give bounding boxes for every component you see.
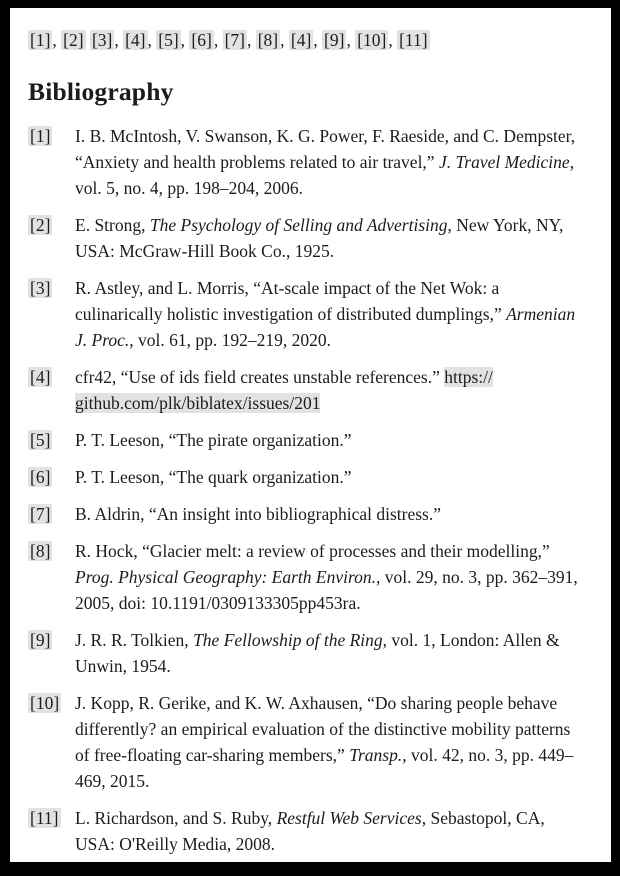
- reference-label: [28, 501, 75, 527]
- reference-label: [28, 212, 75, 264]
- reference-item: [28, 627, 581, 679]
- reference-segment: , Sebastopol, CA, USA: O'Reilly Media, 2008.: [75, 808, 545, 854]
- citation-separator: ,: [280, 30, 289, 50]
- reference-segment: , vol. 29, no. 3, pp. 362–391, 2005, doi: 10.1191/0309133305pp453ra.: [75, 567, 578, 613]
- citation-link[interactable]: [11]: [399, 30, 428, 50]
- reference-label-link[interactable]: [6]: [30, 467, 51, 487]
- reference-label: [28, 464, 75, 490]
- citation-line: [28, 27, 581, 53]
- citation-link[interactable]: [4]: [125, 30, 146, 50]
- citation-link[interactable]: [2]: [63, 30, 84, 50]
- citation-link[interactable]: [9]: [324, 30, 345, 50]
- reference-text: [75, 427, 581, 453]
- reference-label-link[interactable]: [5]: [30, 430, 51, 450]
- citation-link[interactable]: [5]: [158, 30, 179, 50]
- reference-item: [28, 123, 581, 201]
- reference-label: [28, 690, 75, 794]
- reference-label-link[interactable]: [8]: [30, 541, 51, 561]
- reference-segment: R. Hock, “Glacier melt: a review of processes and their modelling,”: [75, 541, 550, 561]
- reference-segment: Armenian J. Proc.: [75, 304, 576, 350]
- reference-label-link[interactable]: [2]: [30, 215, 51, 235]
- reference-url-link[interactable]: https://: [444, 367, 493, 387]
- reference-item: [28, 690, 581, 794]
- reference-item: [28, 427, 581, 453]
- reference-segment: Transp.: [349, 745, 403, 765]
- reference-segment: Restful Web Services: [276, 808, 422, 828]
- reference-label-link[interactable]: [9]: [30, 630, 51, 650]
- reference-label: [28, 123, 75, 201]
- reference-segment: J. Travel Medicine: [438, 152, 570, 172]
- reference-label: [28, 275, 75, 353]
- reference-item: [28, 364, 581, 416]
- reference-segment: , vol. 1, London: Allen & Unwin, 1954.: [75, 630, 560, 676]
- citation-separator: ,: [213, 30, 223, 50]
- reference-segment: E. Strong,: [75, 215, 150, 235]
- citation-link[interactable]: [1]: [30, 30, 51, 50]
- reference-text: [75, 364, 581, 416]
- reference-label: [28, 427, 75, 453]
- reference-text: [75, 627, 581, 679]
- reference-item: [28, 805, 581, 857]
- reference-label-link[interactable]: [4]: [30, 367, 51, 387]
- reference-url-link[interactable]: github.com/plk/biblatex/issues/201: [75, 393, 321, 413]
- reference-text: [75, 123, 581, 201]
- reference-segment: The Fellowship of the Ring: [193, 630, 383, 650]
- reference-label-link[interactable]: [1]: [30, 126, 51, 146]
- reference-segment: cfr42, “Use of ids field creates unstable references.”: [75, 367, 445, 387]
- reference-text: [75, 275, 581, 353]
- reference-label-link[interactable]: [7]: [30, 504, 51, 524]
- reference-segment: R. Astley, and L. Morris, “At-scale impact of the Net Wok: a culinarically holistic investigation of distributed dumplings,”: [75, 278, 507, 324]
- reference-segment: I. B. McIntosh, V. Swanson, K. G. Power, F. Raeside, and C. Dempster, “Anxiety and health problems related to air travel,”: [75, 126, 576, 172]
- citation-separator: ,: [313, 30, 323, 50]
- reference-label: [28, 627, 75, 679]
- citation-separator: ,: [114, 30, 124, 50]
- citation-link[interactable]: [10]: [357, 30, 387, 50]
- reference-item: [28, 538, 581, 616]
- reference-item: [28, 464, 581, 490]
- reference-label-link[interactable]: [11]: [30, 808, 59, 828]
- reference-segment: P. T. Leeson, “The pirate organization.”: [75, 430, 352, 450]
- reference-text: [75, 805, 581, 857]
- reference-text: [75, 501, 581, 527]
- reference-label: [28, 805, 75, 857]
- reference-label-link[interactable]: [10]: [30, 693, 60, 713]
- citation-separator: ,: [388, 30, 398, 50]
- reference-segment: , vol. 42, no. 3, pp. 449–469, 2015.: [75, 745, 574, 791]
- reference-segment: L. Richardson, and S. Ruby,: [75, 808, 277, 828]
- citation-separator: ,: [246, 30, 256, 50]
- reference-item: [28, 501, 581, 527]
- reference-item: [28, 275, 581, 353]
- citation-separator: ,: [147, 30, 157, 50]
- citation-separator: ,: [180, 30, 190, 50]
- reference-text: [75, 464, 581, 490]
- reference-segment: P. T. Leeson, “The quark organization.”: [75, 467, 352, 487]
- reference-segment: B. Aldrin, “An insight into bibliographical distress.”: [75, 504, 442, 524]
- citation-link[interactable]: [4]: [290, 30, 312, 50]
- citation-link[interactable]: [6]: [191, 30, 212, 50]
- citation-link[interactable]: [3]: [91, 30, 113, 50]
- reference-label-link[interactable]: [3]: [30, 278, 51, 298]
- reference-text: [75, 212, 581, 264]
- reference-label: [28, 364, 75, 416]
- reference-text: [75, 690, 581, 794]
- citation-link[interactable]: [7]: [224, 30, 245, 50]
- reference-list: [28, 123, 581, 857]
- citation-separator: ,: [346, 30, 356, 50]
- reference-segment: , New York, NY, USA: McGraw-Hill Book Co., 1925.: [75, 215, 564, 261]
- reference-segment: Prog. Physical Geography: Earth Environ.: [75, 567, 377, 587]
- reference-segment: , vol. 5, no. 4, pp. 198–204, 2006.: [75, 152, 575, 198]
- reference-segment: The Psychology of Selling and Advertising: [149, 215, 448, 235]
- reference-item: [28, 212, 581, 264]
- bibliography-heading: Bibliography: [28, 77, 174, 106]
- reference-text: [75, 538, 581, 616]
- citation-link[interactable]: [8]: [257, 30, 279, 50]
- citation-separator: ,: [52, 30, 62, 50]
- reference-label: [28, 538, 75, 616]
- reference-segment: J. Kopp, R. Gerike, and K. W. Axhausen, “Do sharing people behave differently? an empirical evaluation of the distinctive mobility patterns of free-floating car-sharing members,”: [75, 693, 571, 765]
- document-page: [10, 8, 611, 862]
- reference-segment: , vol. 61, pp. 192–219, 2020.: [129, 330, 332, 350]
- reference-segment: J. R. R. Tolkien,: [75, 630, 194, 650]
